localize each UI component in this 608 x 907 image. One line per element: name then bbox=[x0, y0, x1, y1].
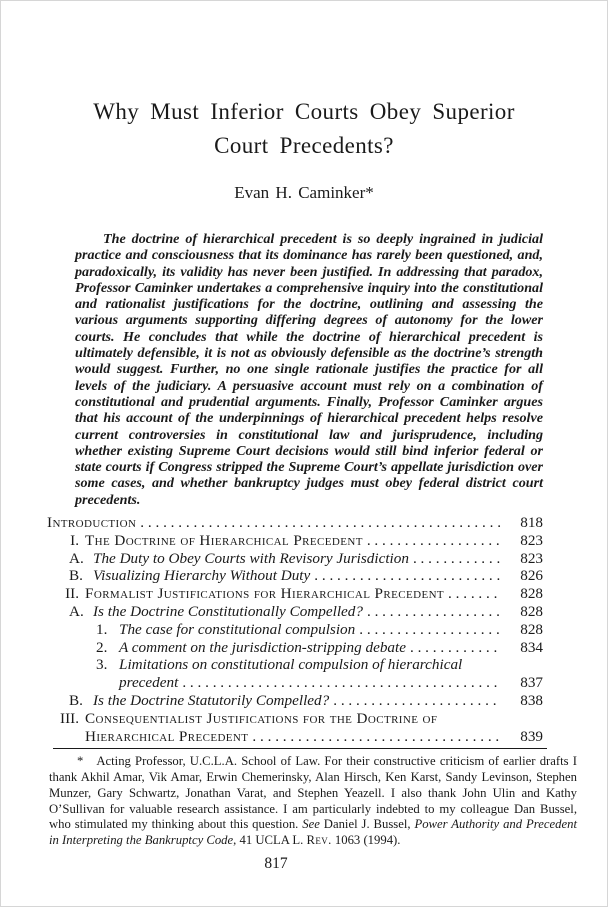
title-line-2: Court Precedents? bbox=[214, 133, 394, 158]
toc-entry-2-a bbox=[47, 603, 543, 621]
page-title bbox=[47, 95, 561, 163]
toc-entry-2-a-3-continuation bbox=[47, 674, 543, 692]
footnote-text: Acting Professor, U.C.L.A. School of Law. For their constructive criticism of earlier drafts I thank Akhil Amar, Vik Amar, Erwin Chemerinsky, Alan Hirsch, Ken Karst, Sandy Levinson, Stephen Munzer, Gary Schwartz, Jonathan Varat, and Stephen Yeazell. I also thank John Ulin and Kathy O’Sullivan for valuable research assistance. I am particularly indebted to my colleague Dan Bussel, who stimulated my thinking about this question. bbox=[49, 754, 577, 832]
dot-leader bbox=[310, 567, 501, 585]
toc-item-number: I. bbox=[70, 531, 79, 549]
toc-page-number: 837 bbox=[520, 674, 543, 692]
footnote-marker: * bbox=[77, 754, 84, 769]
toc-page-number: 828 bbox=[520, 620, 543, 638]
toc-entry-2-a-3 bbox=[47, 656, 543, 674]
toc-page-number: 828 bbox=[520, 603, 543, 621]
toc-label: Visualizing Hierarchy Without Duty bbox=[93, 567, 311, 585]
footnote-citation-author: Daniel J. Bussel, bbox=[319, 817, 415, 832]
dot-leader bbox=[136, 514, 501, 532]
toc-page-number: 838 bbox=[520, 692, 543, 710]
page-number: 817 bbox=[264, 854, 288, 872]
dot-leader bbox=[444, 585, 501, 603]
table-of-contents bbox=[47, 514, 543, 745]
toc-label: The Duty to Obey Courts with Revisory Jurisdiction bbox=[93, 549, 409, 567]
toc-page-number: 828 bbox=[520, 585, 543, 603]
toc-label-continuation: precedent bbox=[119, 674, 179, 692]
dot-leader bbox=[329, 692, 501, 710]
toc-entry-1-a bbox=[47, 550, 543, 568]
toc-entry-introduction bbox=[47, 514, 543, 532]
toc-entry-2-a-2 bbox=[47, 639, 543, 657]
toc-item-number: 1. bbox=[96, 620, 108, 638]
toc-item-number: A. bbox=[69, 549, 84, 567]
toc-entry-part-2 bbox=[47, 585, 543, 603]
footnote-reporter-abbreviation: Rev. bbox=[306, 832, 332, 847]
toc-item-number: B. bbox=[69, 567, 83, 585]
footnote bbox=[49, 754, 577, 848]
toc-item-number: III. bbox=[60, 709, 79, 727]
dot-leader bbox=[406, 639, 501, 657]
toc-entry-part-3-continuation bbox=[47, 728, 543, 746]
toc-item-number: 3. bbox=[96, 656, 108, 674]
toc-label: Formalist Justifications for Hierarchical Precedent bbox=[85, 585, 445, 603]
toc-label: Is the Doctrine Constitutionally Compelled? bbox=[93, 603, 363, 621]
toc-entry-part-3 bbox=[47, 710, 543, 728]
abstract: The doctrine of hierarchical precedent is so deeply ingrained in judicial practice and consciousness that its dominance has rarely been questioned, and, paradoxically, its validity has never been justified. In addressing that paradox, Professor Caminker undertakes a comprehensive inquiry into the constitutional and rationalist justifications for the doctrine, outlining and assessing the various arguments supporting differing degrees of autonomy for the lower courts. He concludes that while the doctrine of hierarchical precedent is ultimately defensible, it is not as obviously defensible as the doctrine’s strength would suggest. Further, no one single rationale justifies the practice for all levels of the judiciary. A persuasive account must rely on a combination of constitutional and prudential arguments. Finally, Professor Caminker argues that his account of the underpinnings of hierarchical precedent helps resolve current controversies in constitutional law and jurisprudence, including whether existing Supreme Court decisions would still bind inferior federal or state courts if Congress stripped the Supreme Court’s appellate jurisdiction over some cases, and whether bankruptcy judges must obey federal district court precedents. bbox=[75, 231, 543, 508]
footnote-see-signal: See bbox=[302, 817, 320, 832]
toc-label: The Doctrine of Hierarchical Precedent bbox=[85, 531, 363, 549]
toc-page-number: 823 bbox=[520, 531, 543, 549]
toc-item-number: A. bbox=[69, 603, 84, 621]
toc-entry-1-b bbox=[47, 567, 543, 585]
toc-entry-part-1 bbox=[47, 532, 543, 550]
toc-page-number: 826 bbox=[520, 567, 543, 585]
footnote-citation-year: 1063 (1994). bbox=[331, 832, 401, 847]
dot-leader bbox=[355, 621, 501, 639]
toc-page-number: 823 bbox=[520, 549, 543, 567]
footnote-cited-work-title: Power Authority and Precedent in Interpreting the Bankruptcy Code bbox=[49, 817, 577, 847]
author-byline: Evan H. Caminker* bbox=[234, 183, 374, 202]
toc-label: Limitations on constitutional compulsion of hierarchical bbox=[119, 656, 463, 674]
toc-item-number: II. bbox=[65, 585, 79, 603]
title-line-1: Why Must Inferior Courts Obey Superior bbox=[93, 99, 515, 124]
dot-leader bbox=[178, 674, 501, 692]
toc-entry-2-b bbox=[47, 692, 543, 710]
footnote-citation-volume: , 41 UCLA L. bbox=[233, 832, 307, 847]
toc-entry-2-a-1 bbox=[47, 621, 543, 639]
footnote-separator-rule bbox=[53, 748, 547, 749]
toc-page-number: 818 bbox=[520, 514, 543, 532]
toc-label: Consequentialist Justifications for the Doctrine of bbox=[85, 709, 438, 727]
toc-label: The case for constitutional compulsion bbox=[119, 620, 356, 638]
toc-label: Introduction bbox=[47, 514, 137, 532]
toc-label: A comment on the jurisdiction-stripping debate bbox=[119, 638, 406, 656]
dot-leader bbox=[363, 603, 501, 621]
toc-item-number: B. bbox=[69, 692, 83, 710]
toc-item-number: 2. bbox=[96, 638, 108, 656]
toc-label-continuation: Hierarchical Precedent bbox=[85, 727, 249, 745]
toc-page-number: 839 bbox=[520, 727, 543, 745]
dot-leader bbox=[409, 550, 501, 568]
toc-label: Is the Doctrine Statutorily Compelled? bbox=[93, 692, 330, 710]
toc-page-number: 834 bbox=[520, 638, 543, 656]
dot-leader bbox=[363, 532, 501, 550]
dot-leader bbox=[248, 728, 501, 746]
